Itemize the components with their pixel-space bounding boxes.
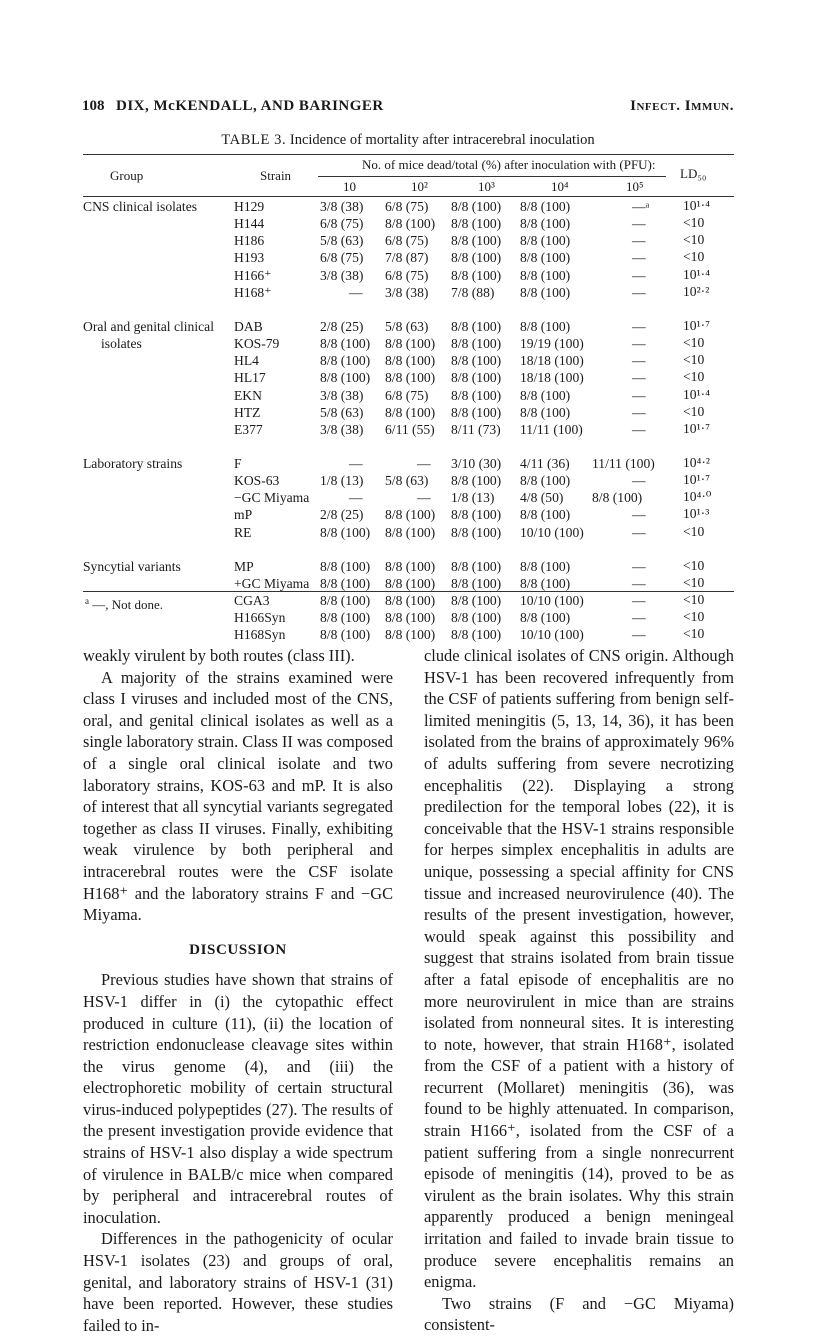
ld50-cell: <10 [683,523,705,539]
ld50-cell: 10¹·⁴ [683,386,710,402]
mortality-cell: 8/8 (100) [385,404,436,420]
mortality-cell: — [632,233,646,249]
table-rule [83,154,734,155]
mortality-cell: 10/10 (100) [520,627,584,643]
mortality-cell: 8/8 (100) [520,387,571,403]
mortality-cell: — [349,490,363,506]
mortality-cell: — [632,610,646,626]
mortality-cell: 4/11 (36) [520,455,570,471]
mortality-cell: — [349,455,363,471]
ld50-cell: <10 [683,335,705,351]
mortality-cell: — [632,524,646,540]
ld50-cell: <10 [683,215,705,231]
strain-cell: −GC Miyama [234,490,310,506]
mortality-cell: — [632,284,646,300]
mortality-cell: 10/10 (100) [520,593,584,608]
mortality-cell: 8/8 (100) [451,267,502,283]
mortality-cell: 7/8 (88) [451,284,495,300]
mortality-cell: 6/8 (75) [385,387,429,403]
strain-cell: DAB [234,318,263,334]
group-name: isolates [101,336,142,352]
ld50-cell: 10²·² [683,283,710,299]
mortality-cell: — [632,250,646,266]
mortality-cell: 8/8 (100) [320,524,371,540]
ld50-cell: <10 [683,574,705,590]
mortality-cell: — [632,216,646,232]
strain-cell: CGA3 [234,593,270,608]
mortality-cell: — [632,336,646,352]
mortality-cell: — [632,473,646,489]
mortality-cell: 8/8 (100) [451,353,502,369]
running-authors: DIX, McKENDALL, AND BARINGER [116,98,384,114]
mortality-cell: — [632,507,646,523]
ld50-cell: 10¹·⁴ [683,198,710,213]
ld50-cell: <10 [683,249,705,265]
mortality-cell: 8/8 (100) [320,336,371,352]
mortality-cell: 5/8 (63) [385,473,429,489]
ld50-cell: 10¹·⁷ [683,420,710,436]
ld50-cell: 10¹·⁴ [683,266,710,282]
mortality-cell: 8/8 (100) [520,284,571,300]
right-column [424,645,734,1336]
mortality-cell: 8/8 (100) [520,610,571,626]
ld50-cell: <10 [683,609,705,625]
strain-cell: E377 [234,421,263,437]
mortality-cell: 8/8 (100) [451,318,502,334]
strain-cell: H186 [234,233,265,249]
page-number: 108 [82,98,105,114]
mortality-table [0,0,816,643]
mortality-cell: 8/8 (100) [385,370,436,386]
mortality-cell: 8/8 (100) [385,336,436,352]
strain-cell: H166⁺ [234,267,272,283]
mortality-cell: — [349,284,363,300]
mortality-cell: 1/8 (13) [451,490,495,506]
mortality-cell: 3/10 (30) [451,455,502,471]
mortality-cell: 7/8 (87) [385,250,429,266]
mortality-cell: 8/8 (100) [385,524,436,540]
strain-cell: H193 [234,250,265,266]
strain-cell: HL4 [234,353,259,369]
paragraph: Previous studies have shown that strains of HSV-1 differ in (i) the cytopathic effect produced in culture (11), (ii) the location of restriction endonuclease cleavage sites within the virus genome (4), and (iii) the electrophoretic mobility of certain structural virus-induced polypeptides (27). The results of the present investigation provide evidence that strains of HSV-1 also display a wide spectrum of virulence in BALB/c mice when compared by peripheral and intracerebral routes of inoculation. [83,970,393,1227]
mortality-cell: 8/8 (100) [520,507,571,523]
mortality-cell: 8/8 (100) [320,575,371,591]
mortality-cell: 8/8 (100) [320,627,371,643]
column-header-strain: Strain [260,168,292,183]
mortality-cell: 3/8 (38) [320,199,364,214]
mortality-cell: 5/8 (63) [320,404,364,420]
mortality-cell: — [632,353,646,369]
ld50-cell: 10¹·⁷ [683,472,710,488]
mortality-cell: 2/8 (25) [320,318,364,334]
mortality-cell: — [632,421,646,437]
mortality-cell: 8/8 (100) [451,524,502,540]
table-title: Incidence of mortality after intracerebral inoculation [289,132,595,148]
ld50-cell: 10⁴·² [683,454,710,470]
strain-cell: KOS-79 [234,336,280,352]
mortality-cell: 10/10 (100) [520,524,584,540]
mortality-cell: 8/8 (100) [592,490,643,506]
mortality-cell: 2/8 (25) [320,507,364,523]
mortality-cell: 8/8 (100) [385,593,436,608]
ld50-cell: <10 [683,592,705,607]
mortality-cell: 6/8 (75) [385,267,429,283]
mortality-cell: 8/8 (100) [520,250,571,266]
mortality-cell: — [632,387,646,403]
ld50-cell: <10 [683,403,705,419]
mortality-cell: 8/8 (100) [451,610,502,626]
mortality-cell: 4/8 (50) [520,490,564,506]
section-heading: DISCUSSION [189,941,287,958]
strain-cell: RE [234,524,252,540]
strain-cell: F [234,455,242,471]
strain-cell: MP [234,558,254,574]
mortality-cell: — [417,490,431,506]
ld50-cell: 10¹·³ [683,506,710,522]
ld50-cell: 10¹·⁷ [683,317,710,333]
ld50-cell: <10 [683,352,705,368]
mortality-cell: 6/8 (75) [385,199,429,214]
mortality-cell: 1/8 (13) [320,473,364,489]
journal-name: Infect. Immun. [630,98,734,114]
column-header-dose: 10 [343,179,356,194]
strain-cell: H144 [234,216,265,232]
mortality-cell: 8/8 (100) [320,370,371,386]
mortality-cell: 3/8 (38) [320,421,364,437]
mortality-cell: 8/8 (100) [451,627,502,643]
mortality-cell: 8/8 (100) [385,610,436,626]
paragraph: Two strains (F and −GC Miyama) consistent- [424,1293,734,1335]
strain-cell: H168Syn [234,627,286,643]
mortality-cell: 6/8 (75) [320,216,364,232]
table-label: TABLE 3. [221,132,287,148]
mortality-cell: 18/18 (100) [520,353,584,369]
mortality-cell: 8/8 (100) [320,353,371,369]
mortality-cell: 11/11 (100) [520,421,583,437]
mortality-cell: 8/8 (100) [520,558,571,574]
strain-cell: KOS-63 [234,473,280,489]
ld50-cell: <10 [683,626,705,642]
table-footnote [85,597,163,613]
mortality-cell: 19/19 (100) [520,336,584,352]
mortality-cell: 8/8 (100) [451,216,502,232]
mortality-cell: 8/8 (100) [320,558,371,574]
mortality-cell: —ᵃ [632,199,650,214]
mortality-cell: — [632,267,646,283]
strain-cell: +GC Miyama [234,575,310,591]
mortality-cell: 8/8 (100) [520,318,571,334]
strain-cell: mP [234,507,253,523]
mortality-cell: 8/8 (100) [451,473,502,489]
mortality-cell: 8/8 (100) [385,216,436,232]
strain-cell: EKN [234,387,262,403]
ld50-cell: <10 [683,369,705,385]
mortality-cell: 8/8 (100) [451,404,502,420]
column-header-dose: 10² [411,179,428,194]
mortality-cell: 8/8 (100) [520,473,571,489]
table-rule [83,591,734,592]
mortality-cell: 8/11 (73) [451,421,501,437]
mortality-cell: 18/18 (100) [520,370,584,386]
mortality-cell: — [632,318,646,334]
mortality-cell: 8/8 (100) [520,199,571,214]
table-rule [83,196,734,197]
group-name: Oral and genital clinical [83,318,214,334]
paragraph: Differences in the pathogenicity of ocular HSV-1 isolates (23) and groups of oral, genital, and laboratory strains of HSV-1 (31) have been reported. However, these studies failed to in- [83,1229,393,1335]
mortality-cell: 5/8 (63) [385,318,429,334]
mortality-cell: — [632,575,646,591]
mortality-cell: 5/8 (63) [320,233,364,249]
column-header-dose: 10⁴ [551,179,569,194]
strain-cell: H129 [234,199,265,214]
mortality-cell: 8/8 (100) [385,558,436,574]
mortality-cell: 8/8 (100) [451,558,502,574]
table-rule [318,176,666,177]
column-header-dose: 10⁵ [626,179,644,194]
strain-cell: H166Syn [234,610,286,626]
mortality-cell: 6/11 (55) [385,421,435,437]
mortality-cell: 8/8 (100) [385,353,436,369]
mortality-cell: 8/8 (100) [520,575,571,591]
mortality-cell: 3/8 (38) [320,267,364,283]
mortality-cell: 8/8 (100) [385,627,436,643]
strain-cell: H168⁺ [234,284,272,300]
mortality-cell: 8/8 (100) [451,370,502,386]
mortality-cell: — [632,558,646,574]
mortality-cell: — [632,404,646,420]
group-name: CNS clinical isolates [83,199,198,214]
mortality-cell: — [632,370,646,386]
column-header-dose-span: No. of mice dead/total (%) after inoculation with (PFU): [362,157,656,172]
column-header-group: Group [110,168,144,183]
mortality-cell: 8/8 (100) [451,593,502,608]
footnote-text: —, Not done. [92,597,164,612]
footnote-marker: a [85,596,89,606]
strain-cell: HTZ [234,404,261,420]
paragraph: A majority of the strains examined were class I viruses and included most of the CNS, oral, and genital clinical isolates as well as a single laboratory strain. Class II was composed of a single oral clinical isolate and two laboratory strains, KOS-63 and mP. It is also of interest that all syncytial variants segregated together as class II viruses. Finally, exhibiting weak virulence by both peripheral and intracerebral routes were the CSF isolate H168⁺ and the laboratory strains F and −GC Miyama. [83,667,393,925]
mortality-cell: 8/8 (100) [520,233,571,249]
ld50-cell: <10 [683,557,705,573]
mortality-cell: 6/8 (75) [320,250,364,266]
mortality-cell: 3/8 (38) [320,387,364,403]
mortality-cell: 8/8 (100) [520,267,571,283]
mortality-cell: 6/8 (75) [385,233,429,249]
mortality-cell: 8/8 (100) [451,507,502,523]
paragraph: clude clinical isolates of CNS origin. Although HSV-1 has been recovered infrequently from the CSF of patients suffering from benign self-limited meningitis (5, 13, 14, 36), it has been isolated from the brains of approximately 96% of adults suffering from severe necrotizing encephalitis (22). Displaying a strong predilection for the temporal lobes (22), it is conceivable that the HSV-1 strains responsible for herpes simplex encephalitis in adults are unique, possessing a special affinity for CNS tissue and increased neurovirulence (40). The results of the present investigation, however, would speak against this possibility and suggest that strains isolated from brain tissue after a fatal episode of encephalitis are no more neurovirulent in mice than are strains isolated from nonneural sites. It is interesting to note, however, that strain H168⁺, isolated from the CSF of a patient with a history of recurrent (Mollaret) meningitis (36), was found to be highly attenuated. In comparison, strain H166⁺, isolated from the CSF of a patient suffering from a single nonrecurrent episode of meningitis (14), proved to be as virulent as the brain isolates. Why this strain apparently produced a benign meningeal irritation and failed to invade brain tissue to produce severe encephalitis remains an enigma. [424,646,734,1292]
group-name: Laboratory strains [83,455,183,471]
mortality-cell: 3/8 (38) [385,284,429,300]
ld50-cell: <10 [683,232,705,248]
mortality-cell: 8/8 (100) [451,336,502,352]
mortality-cell: 11/11 (100) [592,455,655,471]
paragraph: weakly virulent by both routes (class III). [83,646,355,665]
mortality-cell: — [632,627,646,643]
mortality-cell: 8/8 (100) [451,250,502,266]
mortality-cell: 8/8 (100) [451,233,502,249]
mortality-cell: 8/8 (100) [451,387,502,403]
column-header-dose: 10³ [478,179,495,194]
mortality-cell: 8/8 (100) [520,216,571,232]
left-column [83,645,393,1336]
strain-cell: HL17 [234,370,266,386]
mortality-cell: 8/8 (100) [320,593,371,608]
mortality-cell: 8/8 (100) [385,575,436,591]
mortality-cell: 8/8 (100) [451,199,502,214]
mortality-cell: 8/8 (100) [385,507,436,523]
group-name: Syncytial variants [83,558,181,574]
mortality-cell: 8/8 (100) [320,610,371,626]
mortality-cell: — [417,455,431,471]
mortality-cell: 8/8 (100) [451,575,502,591]
mortality-cell: — [632,593,646,608]
column-header-ld50: LD₅₀ [680,166,707,181]
mortality-cell: 8/8 (100) [520,404,571,420]
ld50-cell: 10⁴·⁰ [683,489,712,505]
